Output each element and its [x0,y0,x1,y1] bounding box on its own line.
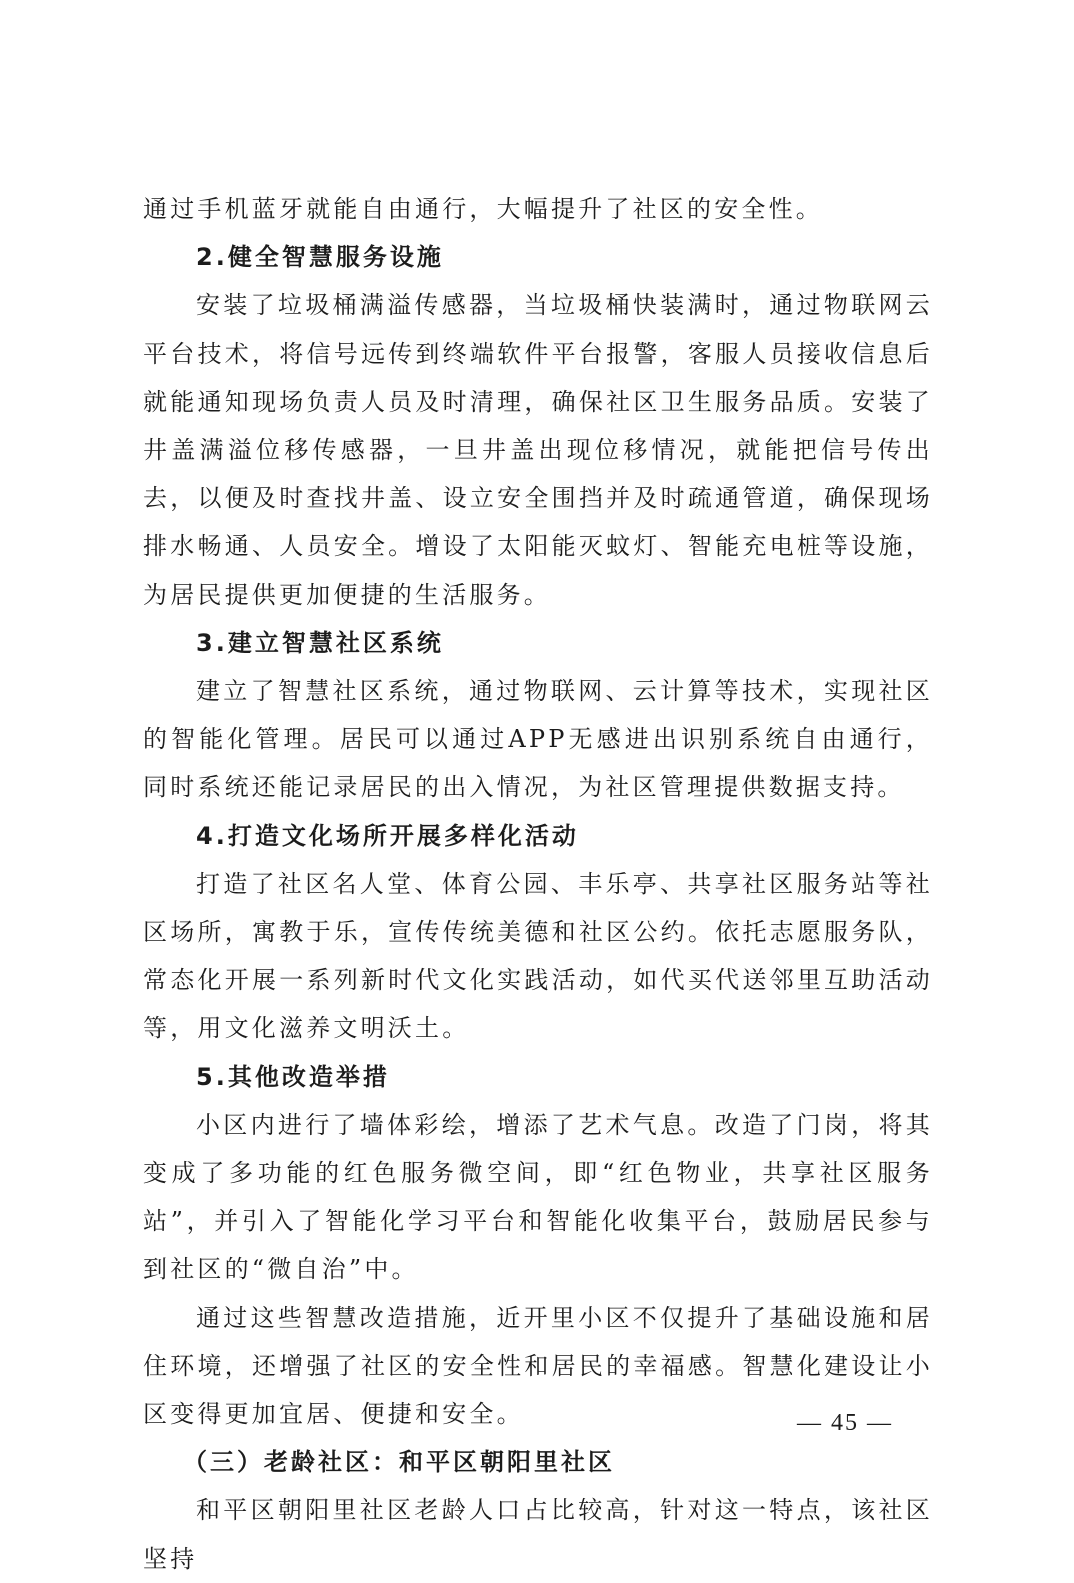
paragraph-cultural-activities: 打造了社区名人堂、体育公园、丰乐亭、共享社区服务站等社区场所，寓教于乐，宣传传统美德和社区公约。依托志愿服务队，常态化开展一系列新时代文化实践活动，如代买代送邻里互助活动等，用文化滋养文明沃土。 [143,869,933,1043]
paragraph-smart-facilities: 安装了垃圾桶满溢传感器，当垃圾桶快装满时，通过物联网云平台技术，将信号远传到终端软件平台报警，客服人员接收信息后就能通知现场负责人员及时清理，确保社区卫生服务品质。安装了井盖满溢位移传感器，一旦井盖出现位移情况，就能把信号传出去，以便及时查找井盖、设立安全围挡并及时疏通管道，确保现场排水畅通、人员安全。增设了太阳能灭蚊灯、智能充电桩等设施，为居民提供更加便捷的生活服务。 [143,291,933,609]
page-body [143,185,933,1583]
section-heading-elderly-community: （三）老龄社区：和平区朝阳里社区 [183,1448,615,1477]
heading-smart-service-facilities: 2.健全智慧服务设施 [196,243,444,272]
paragraph-smart-system: 建立了智慧社区系统，通过物联网、云计算等技术，实现社区的智能化管理。居民可以通过APP无感进出识别系统自由通行，同时系统还能记录居民的出入情况，为社区管理提供数据支持。 [143,677,933,802]
heading-smart-community-system: 3.建立智慧社区系统 [196,628,444,657]
paragraph-other-measures: 小区内进行了墙体彩绘，增添了艺术气息。改造了门岗，将其变成了多功能的红色服务微空间，即“红色物业，共享社区服务站”，并引入了智能化学习平台和智能化收集平台，鼓励居民参与到社区的“微自治”中。 [143,1110,933,1284]
paragraph-continuation: 通过手机蓝牙就能自由通行，大幅提升了社区的安全性。 [143,195,823,223]
heading-cultural-venues: 4.打造文化场所开展多样化活动 [196,821,579,850]
paragraph-elderly-community: 和平区朝阳里社区老龄人口占比较高，针对这一特点，该社区坚持 [143,1496,933,1573]
page-number: — 45 — [797,1410,893,1436]
heading-other-measures: 5.其他改造举措 [196,1062,390,1091]
paragraph-summary: 通过这些智慧改造措施，近开里小区不仅提升了基础设施和居住环境，还增强了社区的安全性和居民的幸福感。智慧化建设让小区变得更加宜居、便捷和安全。 [143,1303,933,1429]
